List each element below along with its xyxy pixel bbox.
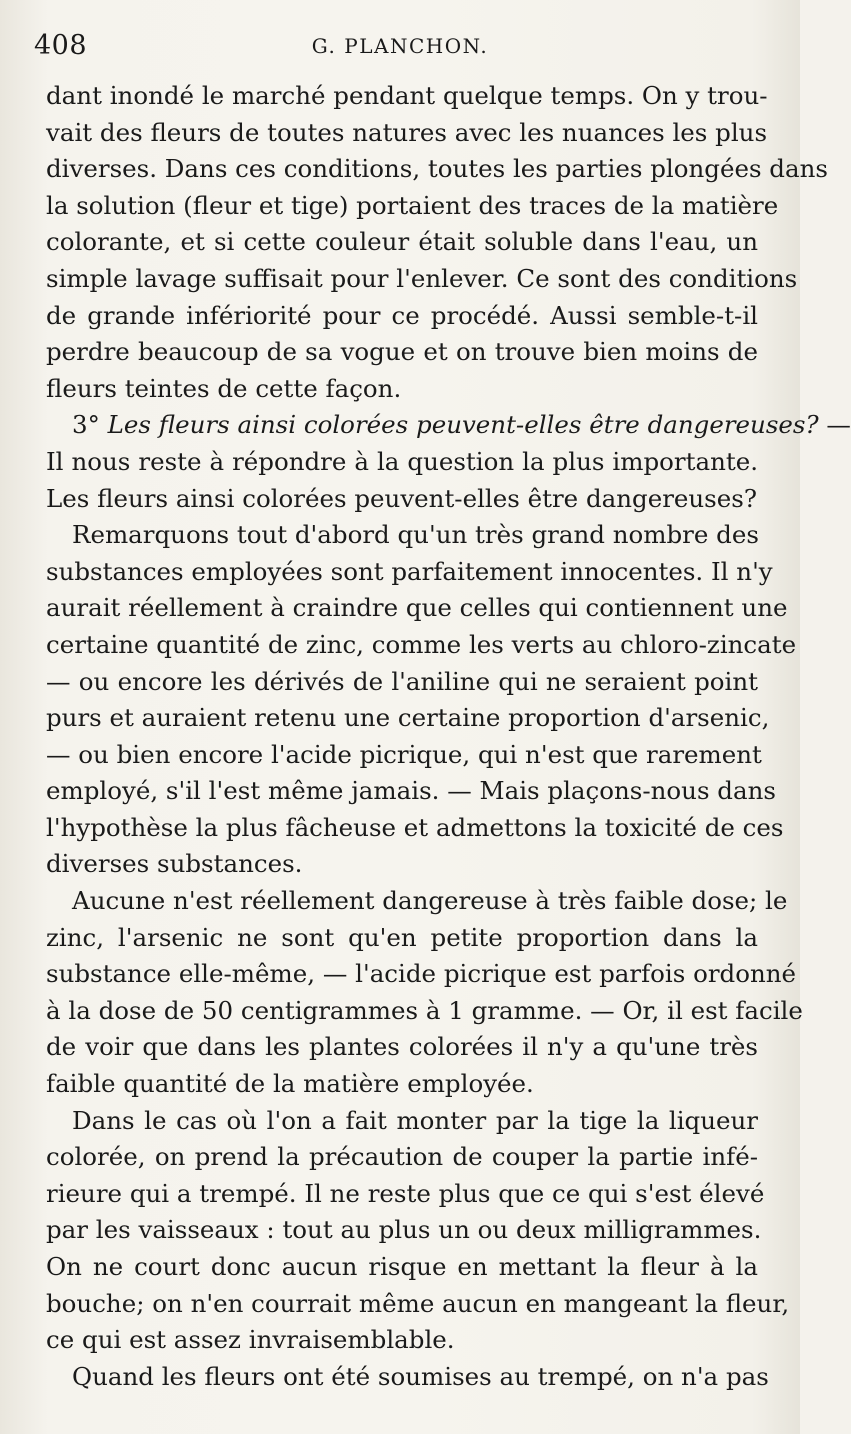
text-line: zinc, l'arsenic ne sont qu'en petite proportion dans la bbox=[46, 922, 758, 952]
body-text bbox=[46, 78, 851, 1395]
heading-dash: — bbox=[826, 410, 851, 440]
text-line: — ou bien encore l'acide picrique, qui n'est que rarement bbox=[46, 739, 762, 769]
text-line: diverses. Dans ces conditions, toutes les parties plongées dans bbox=[46, 154, 828, 184]
text-line: rieure qui a trempé. Il ne reste plus que ce qui s'est élevé bbox=[46, 1178, 765, 1208]
text-line: Dans le cas où l'on a fait monter par la tige la liqueur bbox=[72, 1105, 758, 1135]
text-line: faible quantité de la matière employée. bbox=[46, 1069, 534, 1099]
text-line: de voir que dans les plantes colorées il n'y a qu'une très bbox=[46, 1032, 758, 1062]
running-header bbox=[34, 30, 766, 70]
text-line: colorée, on prend la précaution de couper la partie infé- bbox=[46, 1142, 758, 1172]
text-line: substances employées sont parfaitement innocentes. Il n'y bbox=[46, 556, 773, 586]
text-line: substance elle-même, — l'acide picrique est parfois ordonné bbox=[46, 959, 797, 989]
text-line: — ou encore les dérivés de l'aniline qui ne seraient point bbox=[46, 666, 758, 696]
text-line: aurait réellement à craindre que celles qui contiennent une bbox=[46, 593, 788, 623]
section-number: 3° bbox=[72, 410, 100, 440]
text-line: l'hypothèse la plus fâcheuse et admettons la toxicité de ces bbox=[46, 812, 784, 842]
text-line: Il nous reste à répondre à la question la plus importante. bbox=[46, 446, 758, 476]
text-line: employé, s'il l'est même jamais. — Mais plaçons-nous dans bbox=[46, 776, 776, 806]
page-number: 408 bbox=[34, 30, 88, 61]
section-heading: Les fleurs ainsi colorées peuvent-elles être dangereuses? bbox=[107, 410, 819, 440]
text-line: purs et auraient retenu une certaine proportion d'arsenic, bbox=[46, 703, 770, 733]
text-line: certaine quantité de zinc, comme les verts au chloro-zincate bbox=[46, 629, 797, 659]
text-line: Les fleurs ainsi colorées peuvent-elles être dangereuses? bbox=[46, 483, 757, 513]
text-line: perdre beaucoup de sa vogue et on trouve bien moins de bbox=[46, 337, 758, 367]
text-line: Aucune n'est réellement dangereuse à très faible dose; le bbox=[72, 886, 788, 916]
text-line: Quand les fleurs ont été soumises au trempé, on n'a pas bbox=[72, 1361, 769, 1391]
text-line: fleurs teintes de cette façon. bbox=[46, 373, 402, 403]
text-line: simple lavage suffisait pour l'enlever. Ce sont des conditions bbox=[46, 263, 798, 293]
text-line: diverses substances. bbox=[46, 849, 303, 879]
text-line: ce qui est assez invraisemblable. bbox=[46, 1325, 455, 1355]
text-line: Remarquons tout d'abord qu'un très grand nombre des bbox=[72, 520, 759, 550]
text-line: la solution (fleur et tige) portaient des traces de la matière bbox=[46, 190, 779, 220]
running-title: G. PLANCHON. bbox=[311, 34, 489, 58]
text-line: colorante, et si cette couleur était soluble dans l'eau, un bbox=[46, 227, 758, 257]
text-line: par les vaisseaux : tout au plus un ou deux milligrammes. bbox=[46, 1215, 762, 1245]
text-line: On ne court donc aucun risque en mettant la fleur à la bbox=[46, 1252, 758, 1281]
section-heading-line bbox=[46, 407, 851, 444]
text-line: vait des fleurs de toutes natures avec les nuances les plus bbox=[46, 117, 768, 147]
text-line: de grande infériorité pour ce procédé. Aussi semble-t-il bbox=[46, 300, 758, 330]
text-line: dant inondé le marché pendant quelque temps. On y trou- bbox=[46, 81, 768, 110]
text-line: à la dose de 50 centigrammes à 1 gramme. — Or, il est facile bbox=[46, 995, 803, 1025]
text-line: bouche; on n'en courrait même aucun en mangeant la fleur, bbox=[46, 1288, 790, 1318]
